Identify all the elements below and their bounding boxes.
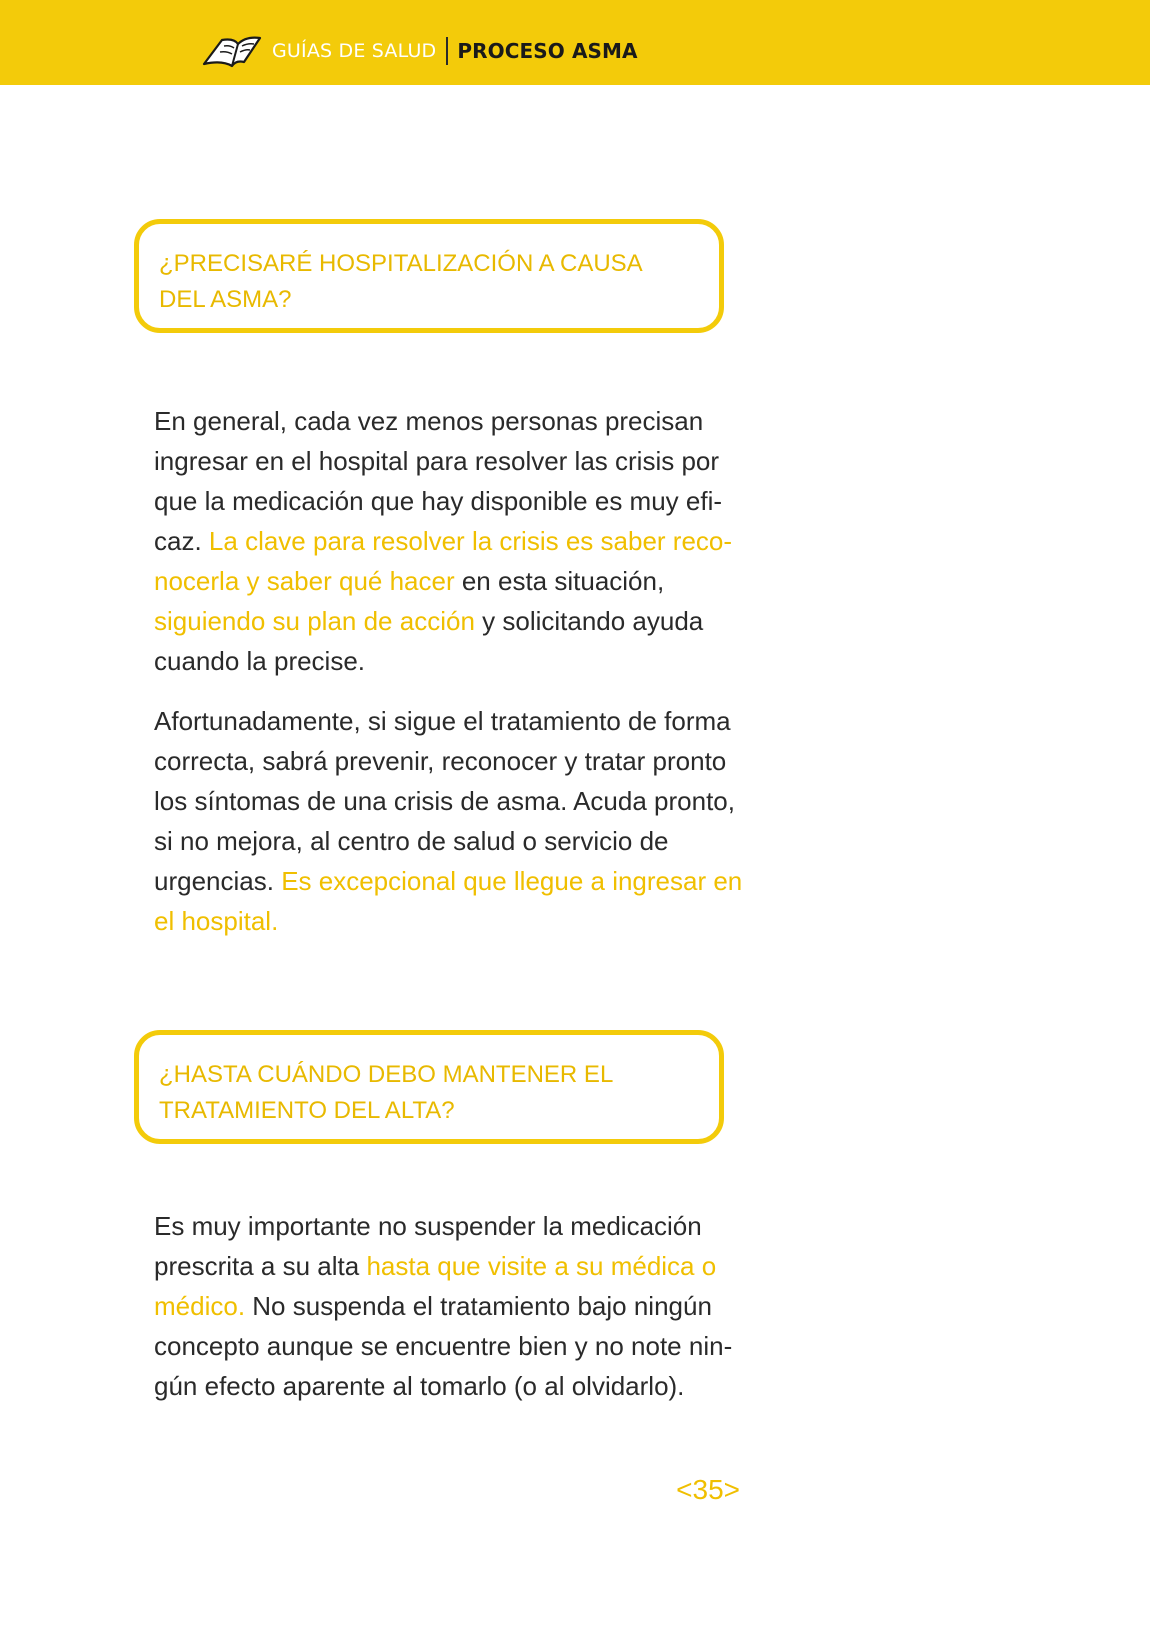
paragraph	[154, 701, 754, 941]
header-divider	[446, 37, 448, 65]
question-heading: ¿HASTA CUÁNDO DEBO MANTENER EL TRATAMIENTO DEL ALTA?	[159, 1061, 613, 1124]
text-run: En general, cada vez menos personas precisan ingresar en el hospital para resolver las crisis por que la medicación que hay disponible es muy eficaz.	[154, 406, 723, 556]
highlight-text: La clave para resolver la crisis es saber reconocerla y saber qué hacer	[154, 526, 733, 596]
text-run: y solicitando ayuda cuando la precise.	[154, 606, 704, 676]
question-heading: ¿PRECISARÉ HOSPITALIZACIÓN A CAUSA DEL ASMA?	[159, 250, 642, 313]
section-body-treatment	[154, 1206, 754, 1426]
paragraph	[154, 1206, 754, 1406]
paragraph	[154, 401, 754, 681]
text-run: en esta situación,	[454, 566, 665, 596]
highlight-text: hasta que visite a su médica o médico.	[154, 1251, 717, 1321]
highlight-text: siguiendo su plan de acción	[154, 606, 475, 636]
section-body-hospitalization	[154, 401, 754, 961]
text-run: Afortunadamente, si sigue el tratamiento de forma correcta, sabrá prevenir, reconocer y tratar pronto los síntomas de una crisis de asma. Acuda pronto, si no mejora, al centro de salud o servicio de urgencias.	[154, 706, 735, 896]
question-box-hospitalization	[134, 219, 724, 333]
open-book-icon	[200, 32, 266, 70]
page-number: <35>	[676, 1474, 740, 1505]
header	[200, 34, 638, 68]
text-run: No suspenda el tratamiento bajo ningún concepto aunque se encuentre bien y no note ningún efecto aparente al tomarlo (o al olvidarlo).	[154, 1291, 733, 1401]
guide-title: PROCESO ASMA	[457, 39, 638, 63]
text-run: Es muy importante no suspender la medicación prescrita a su alta	[154, 1211, 702, 1281]
question-box-treatment	[134, 1030, 724, 1144]
series-title: GUÍAS DE SALUD	[272, 40, 437, 62]
highlight-text: Es excepcional que llegue a ingresar en el hospital.	[154, 866, 743, 936]
